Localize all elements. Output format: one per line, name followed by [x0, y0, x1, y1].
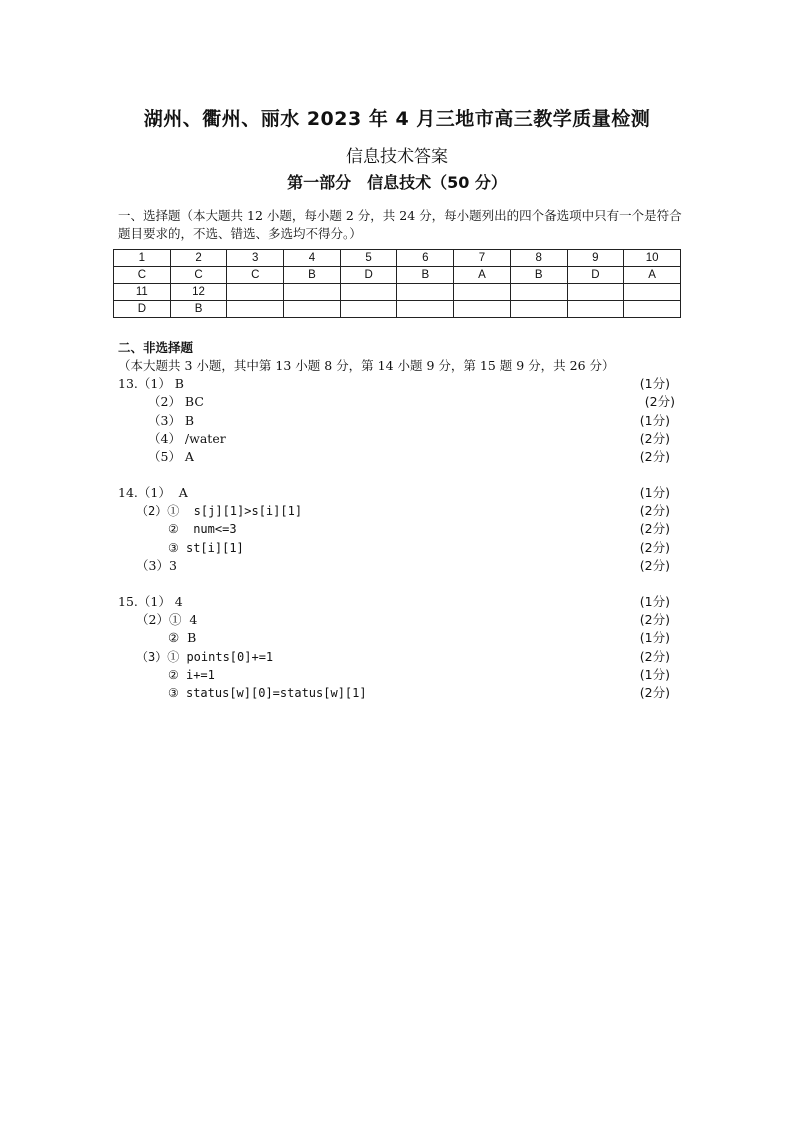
q13-answer-3: （3） B	[148, 413, 195, 428]
q15-score-1: (1分)	[639, 594, 670, 609]
section-2-label: 二、非选择题	[118, 340, 194, 355]
table-cell	[510, 284, 567, 301]
table-row	[114, 284, 681, 301]
section-2-heading	[118, 339, 684, 375]
page-subtitle: 信息技术答案	[346, 147, 448, 167]
table-cell: 7	[454, 250, 511, 267]
q13-score-2: (2分)	[644, 394, 675, 409]
q13-answer-5: （5） A	[148, 449, 194, 464]
q15-answer-3: ② B	[168, 630, 197, 645]
table-cell: 11	[114, 284, 171, 301]
table-cell: 6	[397, 250, 454, 267]
table-cell: A	[454, 267, 511, 284]
q15-answer-4: （3）① points[0]+=1	[136, 650, 274, 664]
q14-score-4: (2分)	[639, 540, 670, 555]
part-title: 第一部分 信息技术（50 分）	[287, 173, 507, 192]
table-cell	[624, 284, 681, 301]
q13-score-3: (1分)	[639, 413, 670, 428]
table-cell: 9	[567, 250, 624, 267]
q13-score-1: (1分)	[639, 376, 670, 391]
q15-answer-6: ③ status[w][0]=status[w][1]	[168, 686, 367, 700]
table-row	[114, 301, 681, 318]
table-cell: D	[567, 267, 624, 284]
section-1-label: 一、选择题	[118, 208, 181, 223]
q15-score-2: (2分)	[639, 612, 670, 627]
q15-answer-5: ② i+=1	[168, 668, 215, 682]
table-row	[114, 267, 681, 284]
table-cell	[340, 284, 397, 301]
q13-score-5: (2分)	[639, 449, 670, 464]
q14-answer-5: （3）3	[136, 558, 177, 573]
table-cell	[567, 301, 624, 318]
q15-answer-2: （2）① 4	[136, 612, 198, 627]
table-cell: 12	[170, 284, 227, 301]
table-cell: 4	[284, 250, 341, 267]
q13-answer-4: （4） /water	[148, 431, 226, 446]
q15-score-5: (1分)	[639, 667, 670, 682]
q14-answer-1: 14.（1） A	[118, 485, 188, 500]
table-cell	[284, 284, 341, 301]
q15-score-6: (2分)	[639, 685, 670, 700]
table-cell: 5	[340, 250, 397, 267]
table-cell: D	[340, 267, 397, 284]
table-cell	[227, 301, 284, 318]
table-cell	[397, 284, 454, 301]
page-title: 湖州、衢州、丽水 2023 年 4 月三地市高三教学质量检测	[143, 108, 651, 130]
table-cell	[567, 284, 624, 301]
section-1-desc: （本大题共 12 小题，每小题 2 分，共 24 分，每小题列出的四个备选项中只有一个是符合题目要求的，不选、错选、多选均不得分。）	[118, 208, 682, 241]
table-cell	[454, 284, 511, 301]
table-cell: 10	[624, 250, 681, 267]
q15-answer-1: 15.（1） 4	[118, 594, 183, 609]
table-cell	[397, 301, 454, 318]
table-cell: A	[624, 267, 681, 284]
table-cell	[624, 301, 681, 318]
table-cell: B	[284, 267, 341, 284]
table-cell	[340, 301, 397, 318]
table-cell	[227, 284, 284, 301]
q14-score-1: (1分)	[639, 485, 670, 500]
table-cell: 3	[227, 250, 284, 267]
table-cell	[454, 301, 511, 318]
section-2-desc: （本大题共 3 小题，其中第 13 小题 8 分，第 14 小题 9 分，第 15 题 9 分，共 26 分）	[118, 358, 615, 373]
table-cell: 8	[510, 250, 567, 267]
table-cell: B	[170, 301, 227, 318]
q14-score-2: (2分)	[639, 503, 670, 518]
table-cell: B	[397, 267, 454, 284]
q14-score-3: (2分)	[639, 521, 670, 536]
table-cell: 1	[114, 250, 171, 267]
table-cell: C	[227, 267, 284, 284]
q15-score-4: (2分)	[639, 649, 670, 664]
q14-score-5: (2分)	[639, 558, 670, 573]
table-cell: B	[510, 267, 567, 284]
answer-table	[113, 249, 681, 318]
q14-answer-4: ③ st[i][1]	[168, 541, 244, 555]
table-cell: C	[170, 267, 227, 284]
q13-score-4: (2分)	[639, 431, 670, 446]
table-row	[114, 250, 681, 267]
q13-answer-1: 13.（1） B	[118, 376, 184, 391]
table-cell: C	[114, 267, 171, 284]
section-1-heading	[118, 207, 684, 243]
q15-score-3: (1分)	[639, 630, 670, 645]
table-cell: 2	[170, 250, 227, 267]
table-cell	[284, 301, 341, 318]
q13-answer-2: （2） BC	[148, 394, 204, 409]
q14-answer-3: ② num<=3	[168, 522, 237, 536]
table-cell	[510, 301, 567, 318]
q14-answer-2: （2）① s[j][1]>s[i][1]	[136, 504, 303, 518]
table-cell: D	[114, 301, 171, 318]
